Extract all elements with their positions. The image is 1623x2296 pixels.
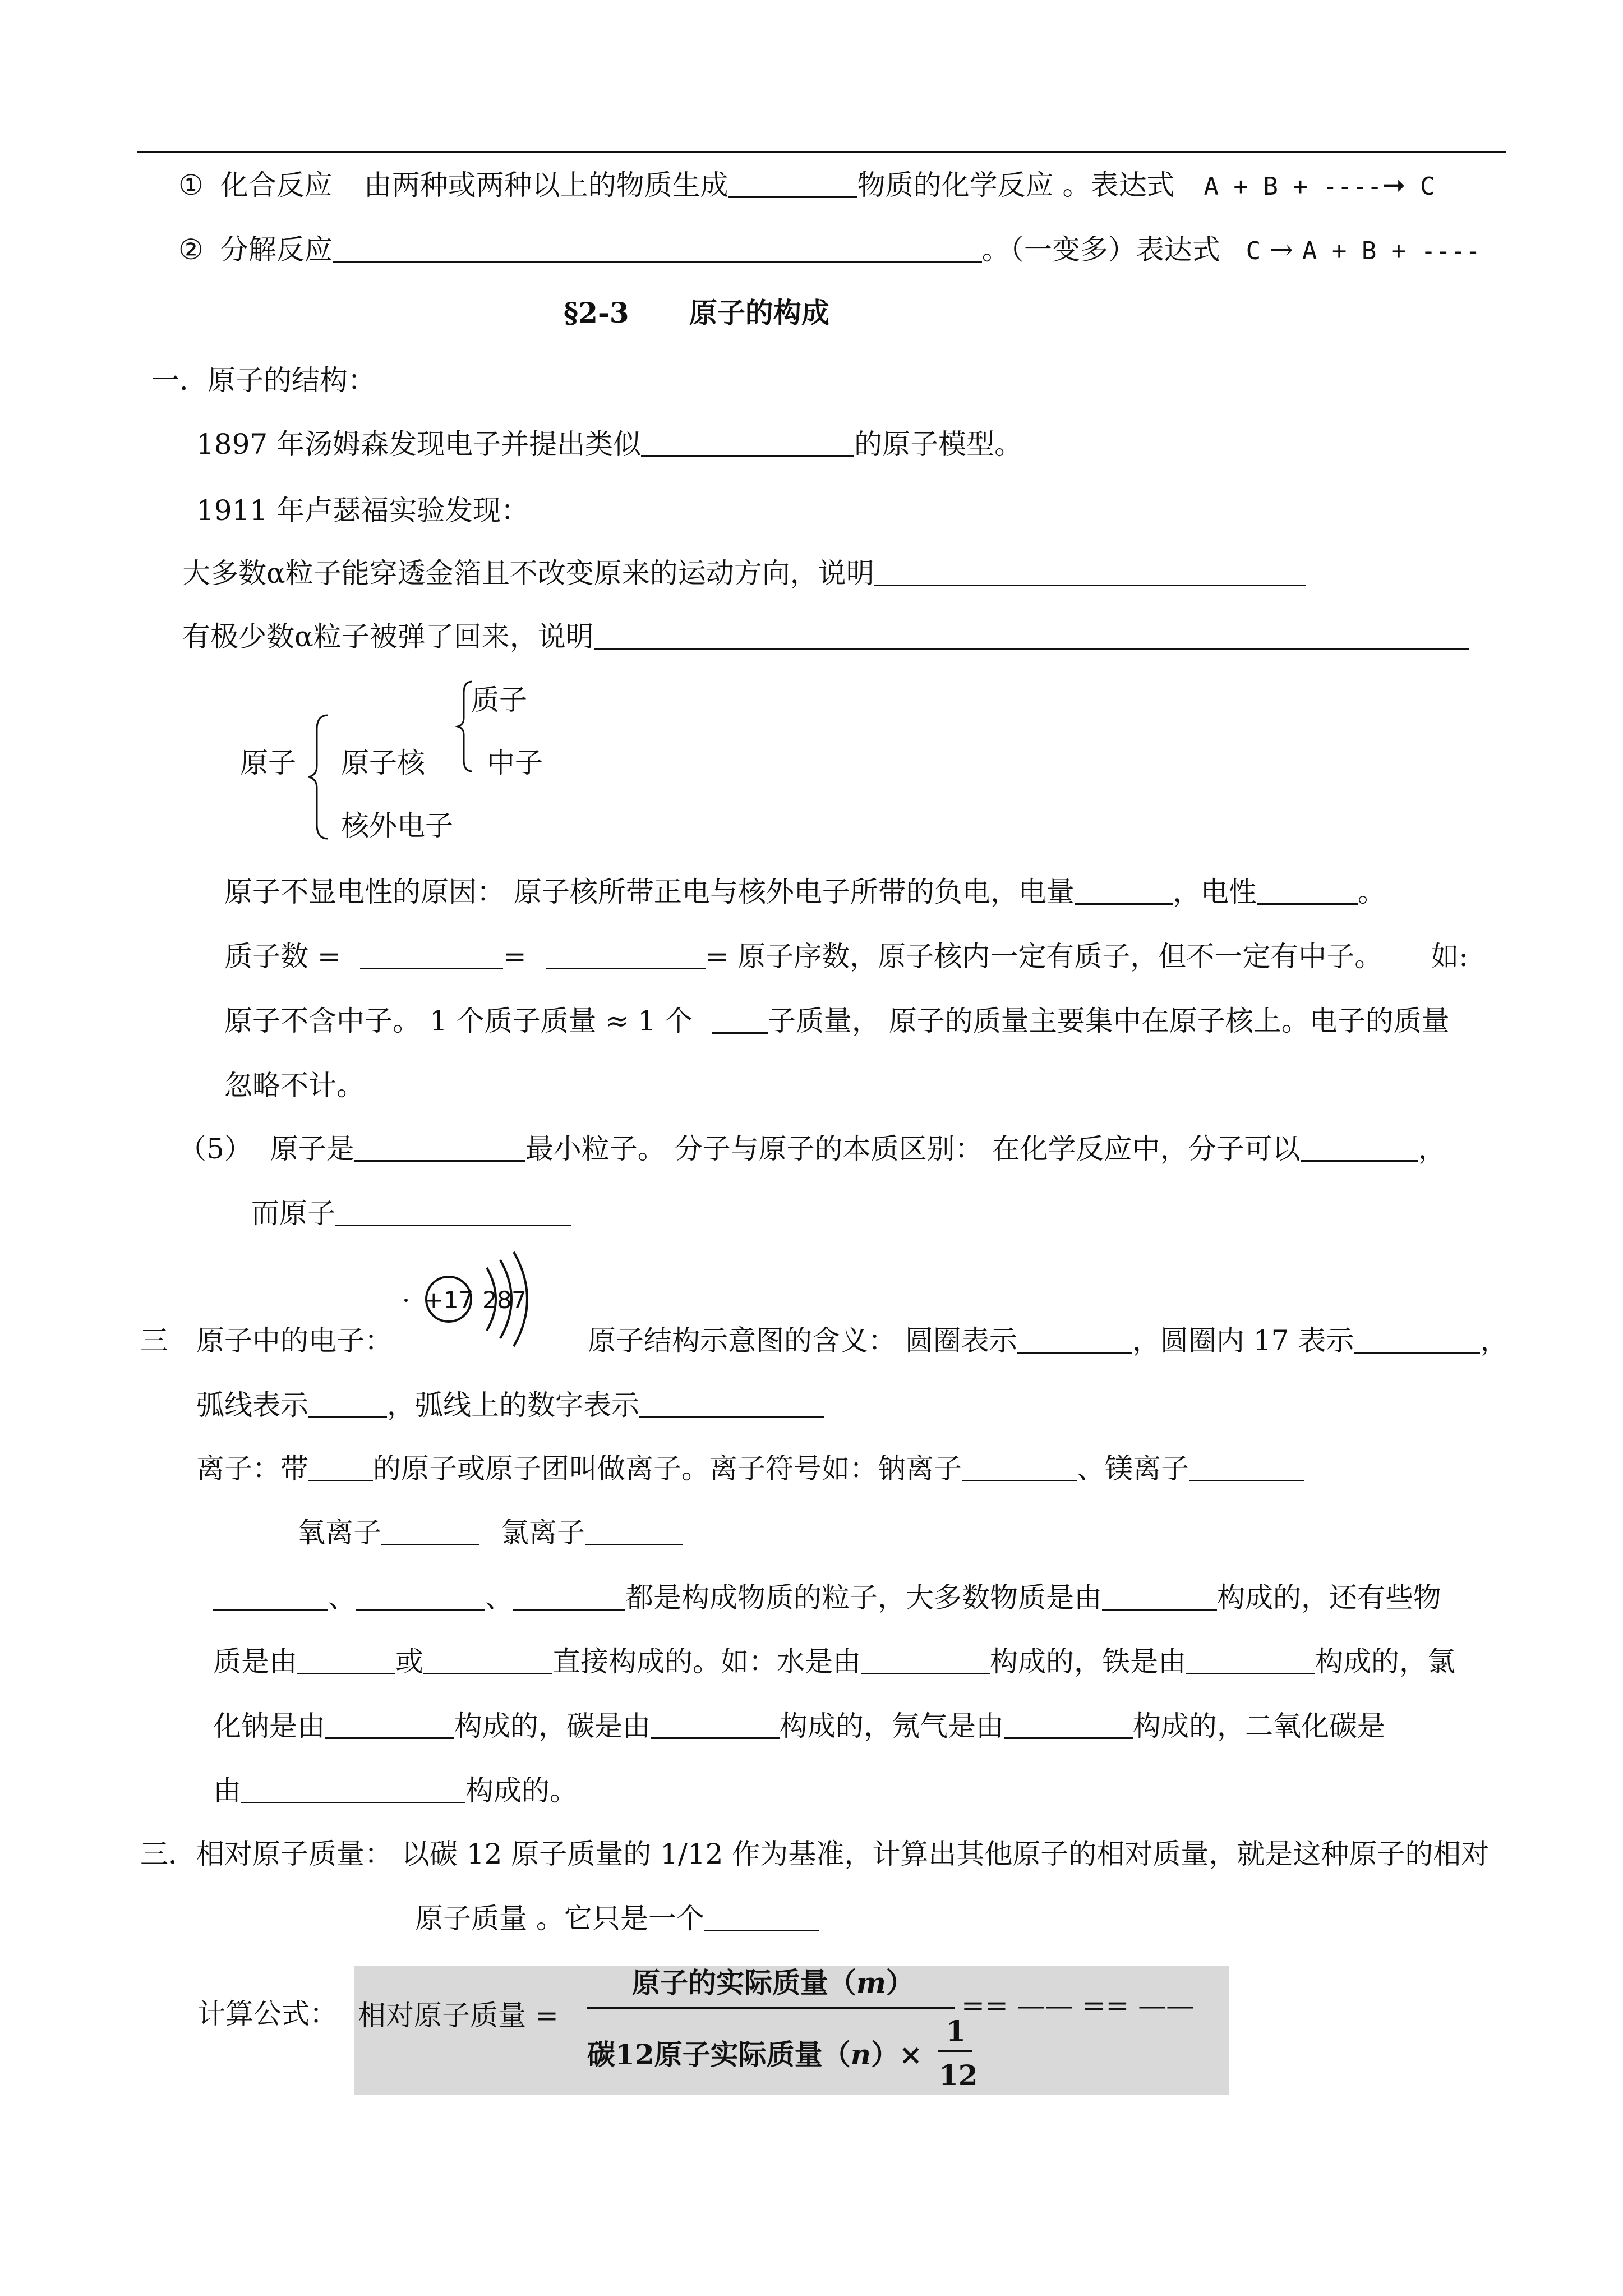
blank-water[interactable] bbox=[861, 1647, 990, 1674]
tree-electrons: 核外电子 bbox=[341, 809, 453, 842]
combination-text-2: 物质的化学反应 。表达式 bbox=[857, 169, 1175, 201]
smallest-text-2: 最小粒子。 分子与原子的本质区别： 在化学反应中，分子可以 bbox=[525, 1133, 1301, 1165]
alpha-text-1: 大多数α粒子能穿透金箔且不改变原来的运动方向，说明 bbox=[182, 557, 874, 590]
particles-text-12: 构成的，氖气是由 bbox=[780, 1710, 1004, 1742]
formula-box bbox=[354, 1966, 1229, 2095]
dot-icon bbox=[404, 1299, 408, 1302]
part1-heading: 一．原子的结构： bbox=[151, 364, 376, 397]
combination-product: C bbox=[1420, 172, 1435, 201]
neutral-line bbox=[224, 875, 1386, 909]
thomson-text-2: 的原子模型。 bbox=[854, 428, 1023, 461]
ion-line bbox=[196, 1452, 1304, 1485]
arrow-right-icon: → bbox=[1270, 233, 1293, 266]
relative-line-2 bbox=[415, 1902, 819, 1935]
thomson-text: 1897 年汤姆森发现电子并提出类似 bbox=[196, 428, 642, 461]
atom-structure-diagram bbox=[404, 1245, 550, 1358]
blank-arc-number-meaning[interactable] bbox=[639, 1391, 824, 1418]
ion-text-1: 离子：带 bbox=[196, 1452, 308, 1485]
fraction-one: 1 bbox=[946, 2014, 966, 2047]
blank-chlorine-ion[interactable] bbox=[585, 1518, 683, 1545]
particles-text-5: 质是由 bbox=[213, 1645, 297, 1678]
blank-particle-type-1[interactable] bbox=[213, 1583, 328, 1611]
particles-line-1 bbox=[213, 1581, 1441, 1614]
blank-particle-type-2[interactable] bbox=[356, 1583, 485, 1611]
decomposition-reaction-line bbox=[178, 233, 1481, 268]
meaning-line bbox=[588, 1324, 1508, 1358]
shell-count-3: 7 bbox=[511, 1286, 527, 1314]
particles-text-3: 都是构成物质的粒子，大多数物质是由 bbox=[625, 1581, 1102, 1614]
neutral-text-2: ，电性 bbox=[1172, 876, 1257, 908]
blank-count-2[interactable] bbox=[546, 942, 706, 969]
smallest-line bbox=[178, 1132, 1446, 1166]
brace-icon bbox=[455, 679, 478, 774]
shell-count-2: 8 bbox=[497, 1286, 512, 1314]
ion-text-2: 的原子或原子团叫做离子。离子符号如：钠离子 bbox=[373, 1452, 962, 1485]
item-number: ② bbox=[178, 233, 204, 266]
blank-count-1[interactable] bbox=[360, 942, 503, 969]
brace-icon bbox=[306, 712, 334, 841]
particles-text-10: 化钠是由 bbox=[213, 1710, 325, 1742]
blank-other-2[interactable] bbox=[423, 1647, 552, 1674]
tree-nucleus: 原子核 bbox=[341, 747, 425, 779]
blank-charge-sign[interactable] bbox=[1257, 877, 1358, 905]
tree-proton: 质子 bbox=[471, 684, 527, 716]
relative-text: 原子质量 。它只是一个 bbox=[415, 1902, 704, 1935]
arc-text-1: 弧线表示 bbox=[196, 1389, 308, 1421]
item-number: ① bbox=[178, 169, 204, 201]
numerator-text: 原子的实际质量（ bbox=[632, 1966, 856, 1999]
smallest-text-1: 原子是 bbox=[270, 1133, 354, 1165]
relative-heading: 三．相对原子质量： 以碳 12 原子质量的 1/12 作为基准，计算出其他原子的相对质量，就是这种原子的相对 bbox=[140, 1838, 1490, 1870]
counts-line-1 bbox=[224, 940, 1468, 973]
particles-text-2: 、 bbox=[485, 1581, 513, 1614]
blank-ratio[interactable] bbox=[704, 1904, 819, 1931]
ion-text-5: 氯离子 bbox=[500, 1516, 585, 1549]
denominator-close: ）× bbox=[870, 2038, 923, 2071]
tree-neutron: 中子 bbox=[487, 747, 543, 779]
blank-alpha-2[interactable] bbox=[594, 622, 1469, 650]
arc-line bbox=[196, 1388, 824, 1422]
ion-line-2 bbox=[297, 1516, 683, 1549]
top-rule bbox=[137, 151, 1506, 153]
blank-thomson-model[interactable] bbox=[641, 430, 854, 457]
counts-text-4: 如: bbox=[1431, 940, 1469, 973]
denominator-variable: n bbox=[850, 2038, 871, 2071]
denominator-text: 碳12原子实际质量（ bbox=[587, 2038, 851, 2071]
particles-text-15: 构成的。 bbox=[465, 1774, 578, 1807]
blank-decomposition[interactable] bbox=[333, 235, 982, 263]
neutral-text-1: 原子不显电性的原因： 原子核所带正电与核外电子所带的负电，电量 bbox=[224, 876, 1075, 908]
blank-sodium-chloride[interactable] bbox=[325, 1711, 454, 1739]
thomson-line bbox=[196, 427, 1022, 461]
arrow-right-icon: ➞ bbox=[1382, 169, 1406, 201]
counts-line-3: 忽略不计。 bbox=[224, 1069, 365, 1102]
particles-line-4 bbox=[213, 1774, 578, 1807]
meaning-text-1: 原子结构示意图的含义： 圆圈表示 bbox=[588, 1324, 1017, 1357]
particles-text-14: 由 bbox=[213, 1774, 241, 1807]
blank-smallest[interactable] bbox=[354, 1134, 525, 1162]
fraction-bar bbox=[587, 2007, 955, 2009]
counts-text-6: 子质量， 原子的质量主要集中在原子核上。电子的质量 bbox=[767, 1005, 1450, 1037]
blank-arc-meaning[interactable] bbox=[308, 1391, 387, 1418]
counts-line-2 bbox=[224, 1004, 1450, 1038]
arc-text-2: ，弧线上的数字表示 bbox=[387, 1389, 639, 1421]
particles-text-4: 构成的，还有些物 bbox=[1217, 1581, 1441, 1614]
meaning-text-2: ，圆圈内 17 表示 bbox=[1132, 1324, 1354, 1357]
section-title: 原子的构成 bbox=[689, 296, 829, 329]
combination-reaction-line bbox=[178, 168, 1435, 204]
particles-line-2 bbox=[213, 1645, 1455, 1678]
blank-sodium-ion[interactable] bbox=[962, 1454, 1077, 1481]
blank-carbon-dioxide[interactable] bbox=[241, 1776, 465, 1803]
formula-denominator bbox=[587, 2038, 923, 2072]
particles-text-9: 构成的，氯 bbox=[1315, 1645, 1455, 1678]
decomposition-text: 。（一变多）表达式 bbox=[981, 233, 1220, 266]
decomposition-product: A + B + ---- bbox=[1302, 237, 1481, 265]
formula-tail: == —— == —— bbox=[961, 1989, 1195, 2022]
blank-alpha-1[interactable] bbox=[874, 559, 1306, 586]
meaning-text-3: ， bbox=[1480, 1324, 1509, 1357]
fraction-twelve: 12 bbox=[939, 2059, 978, 2092]
counts-text-5: 原子不含中子。 1 个质子质量 ≈ 1 个 bbox=[224, 1005, 693, 1037]
decomposition-label: 分解反应 bbox=[220, 233, 333, 266]
blank-particle-type-3[interactable] bbox=[513, 1583, 625, 1611]
formula-numerator bbox=[632, 1966, 914, 2000]
smallest-text-4: 而原子 bbox=[251, 1197, 335, 1230]
particles-text-8: 构成的，铁是由 bbox=[990, 1645, 1186, 1678]
particles-text-13: 构成的，二氧化碳是 bbox=[1133, 1710, 1385, 1742]
smallest-text-3: ， bbox=[1418, 1133, 1446, 1165]
blank-charge-amount[interactable] bbox=[1075, 877, 1173, 905]
blank-magnesium-ion[interactable] bbox=[1189, 1454, 1304, 1481]
blank-circle-meaning[interactable] bbox=[1017, 1326, 1132, 1354]
shell-count-1: 2 bbox=[482, 1286, 497, 1314]
rutherford-line: 1911 年卢瑟福实验发现： bbox=[196, 494, 529, 527]
alpha-text-2: 有极少数α粒子被弹了回来，说明 bbox=[182, 620, 594, 653]
formula-label: 计算公式： bbox=[197, 1998, 338, 2030]
blank-particle[interactable] bbox=[712, 1006, 768, 1034]
blank-neon[interactable] bbox=[1004, 1711, 1133, 1739]
section-number: §2-3 bbox=[564, 296, 629, 329]
blank-oxygen-ion[interactable] bbox=[381, 1518, 479, 1545]
blank-molecule-can[interactable] bbox=[1301, 1134, 1418, 1162]
particles-line-3 bbox=[213, 1709, 1385, 1743]
blank-carbon[interactable] bbox=[651, 1711, 780, 1739]
neutral-text-3: 。 bbox=[1357, 876, 1386, 908]
counts-text-1: 质子数 = bbox=[224, 940, 341, 973]
particles-text-11: 构成的，碳是由 bbox=[454, 1710, 651, 1742]
particles-text-7: 直接构成的。如：水是由 bbox=[552, 1645, 861, 1678]
small-fraction-bar bbox=[938, 2050, 972, 2052]
numerator-close: ） bbox=[886, 1966, 914, 1999]
formula-lhs: 相对原子质量 = bbox=[358, 1999, 559, 2032]
tree-atom: 原子 bbox=[240, 747, 296, 779]
ion-text-3: 、镁离子 bbox=[1077, 1452, 1189, 1485]
item-number: （5） bbox=[178, 1133, 252, 1165]
decomposition-expression: C bbox=[1246, 237, 1261, 265]
ion-text-4: 氧离子 bbox=[297, 1516, 381, 1549]
blank-combination[interactable] bbox=[728, 171, 857, 198]
electrons-heading: 三 原子中的电子： bbox=[140, 1324, 393, 1357]
blank-atom-cannot[interactable] bbox=[335, 1199, 571, 1226]
particles-text-1: 、 bbox=[328, 1581, 356, 1614]
counts-text-3: = 原子序数，原子核内一定有质子，但不一定有中子。 bbox=[705, 940, 1383, 973]
blank-other-1[interactable] bbox=[297, 1647, 395, 1674]
blank-most-substances[interactable] bbox=[1102, 1583, 1217, 1611]
section-heading bbox=[564, 296, 829, 330]
counts-text-2: = bbox=[502, 940, 527, 973]
alpha-line-1 bbox=[182, 556, 1306, 590]
alpha-line-2 bbox=[182, 620, 1469, 654]
blank-17-meaning[interactable] bbox=[1354, 1326, 1480, 1354]
particles-text-6: 或 bbox=[395, 1645, 423, 1678]
combination-label: 化合反应 bbox=[220, 169, 333, 201]
combination-expression: A + B + ---- bbox=[1204, 172, 1382, 201]
blank-ion-charge[interactable] bbox=[308, 1454, 373, 1481]
nucleus-charge-label: +17 bbox=[423, 1286, 474, 1314]
combination-text: 由两种或两种以上的物质生成 bbox=[363, 169, 728, 201]
numerator-variable: m bbox=[856, 1966, 886, 1999]
blank-iron[interactable] bbox=[1186, 1647, 1315, 1674]
smallest-line-2 bbox=[251, 1197, 571, 1230]
